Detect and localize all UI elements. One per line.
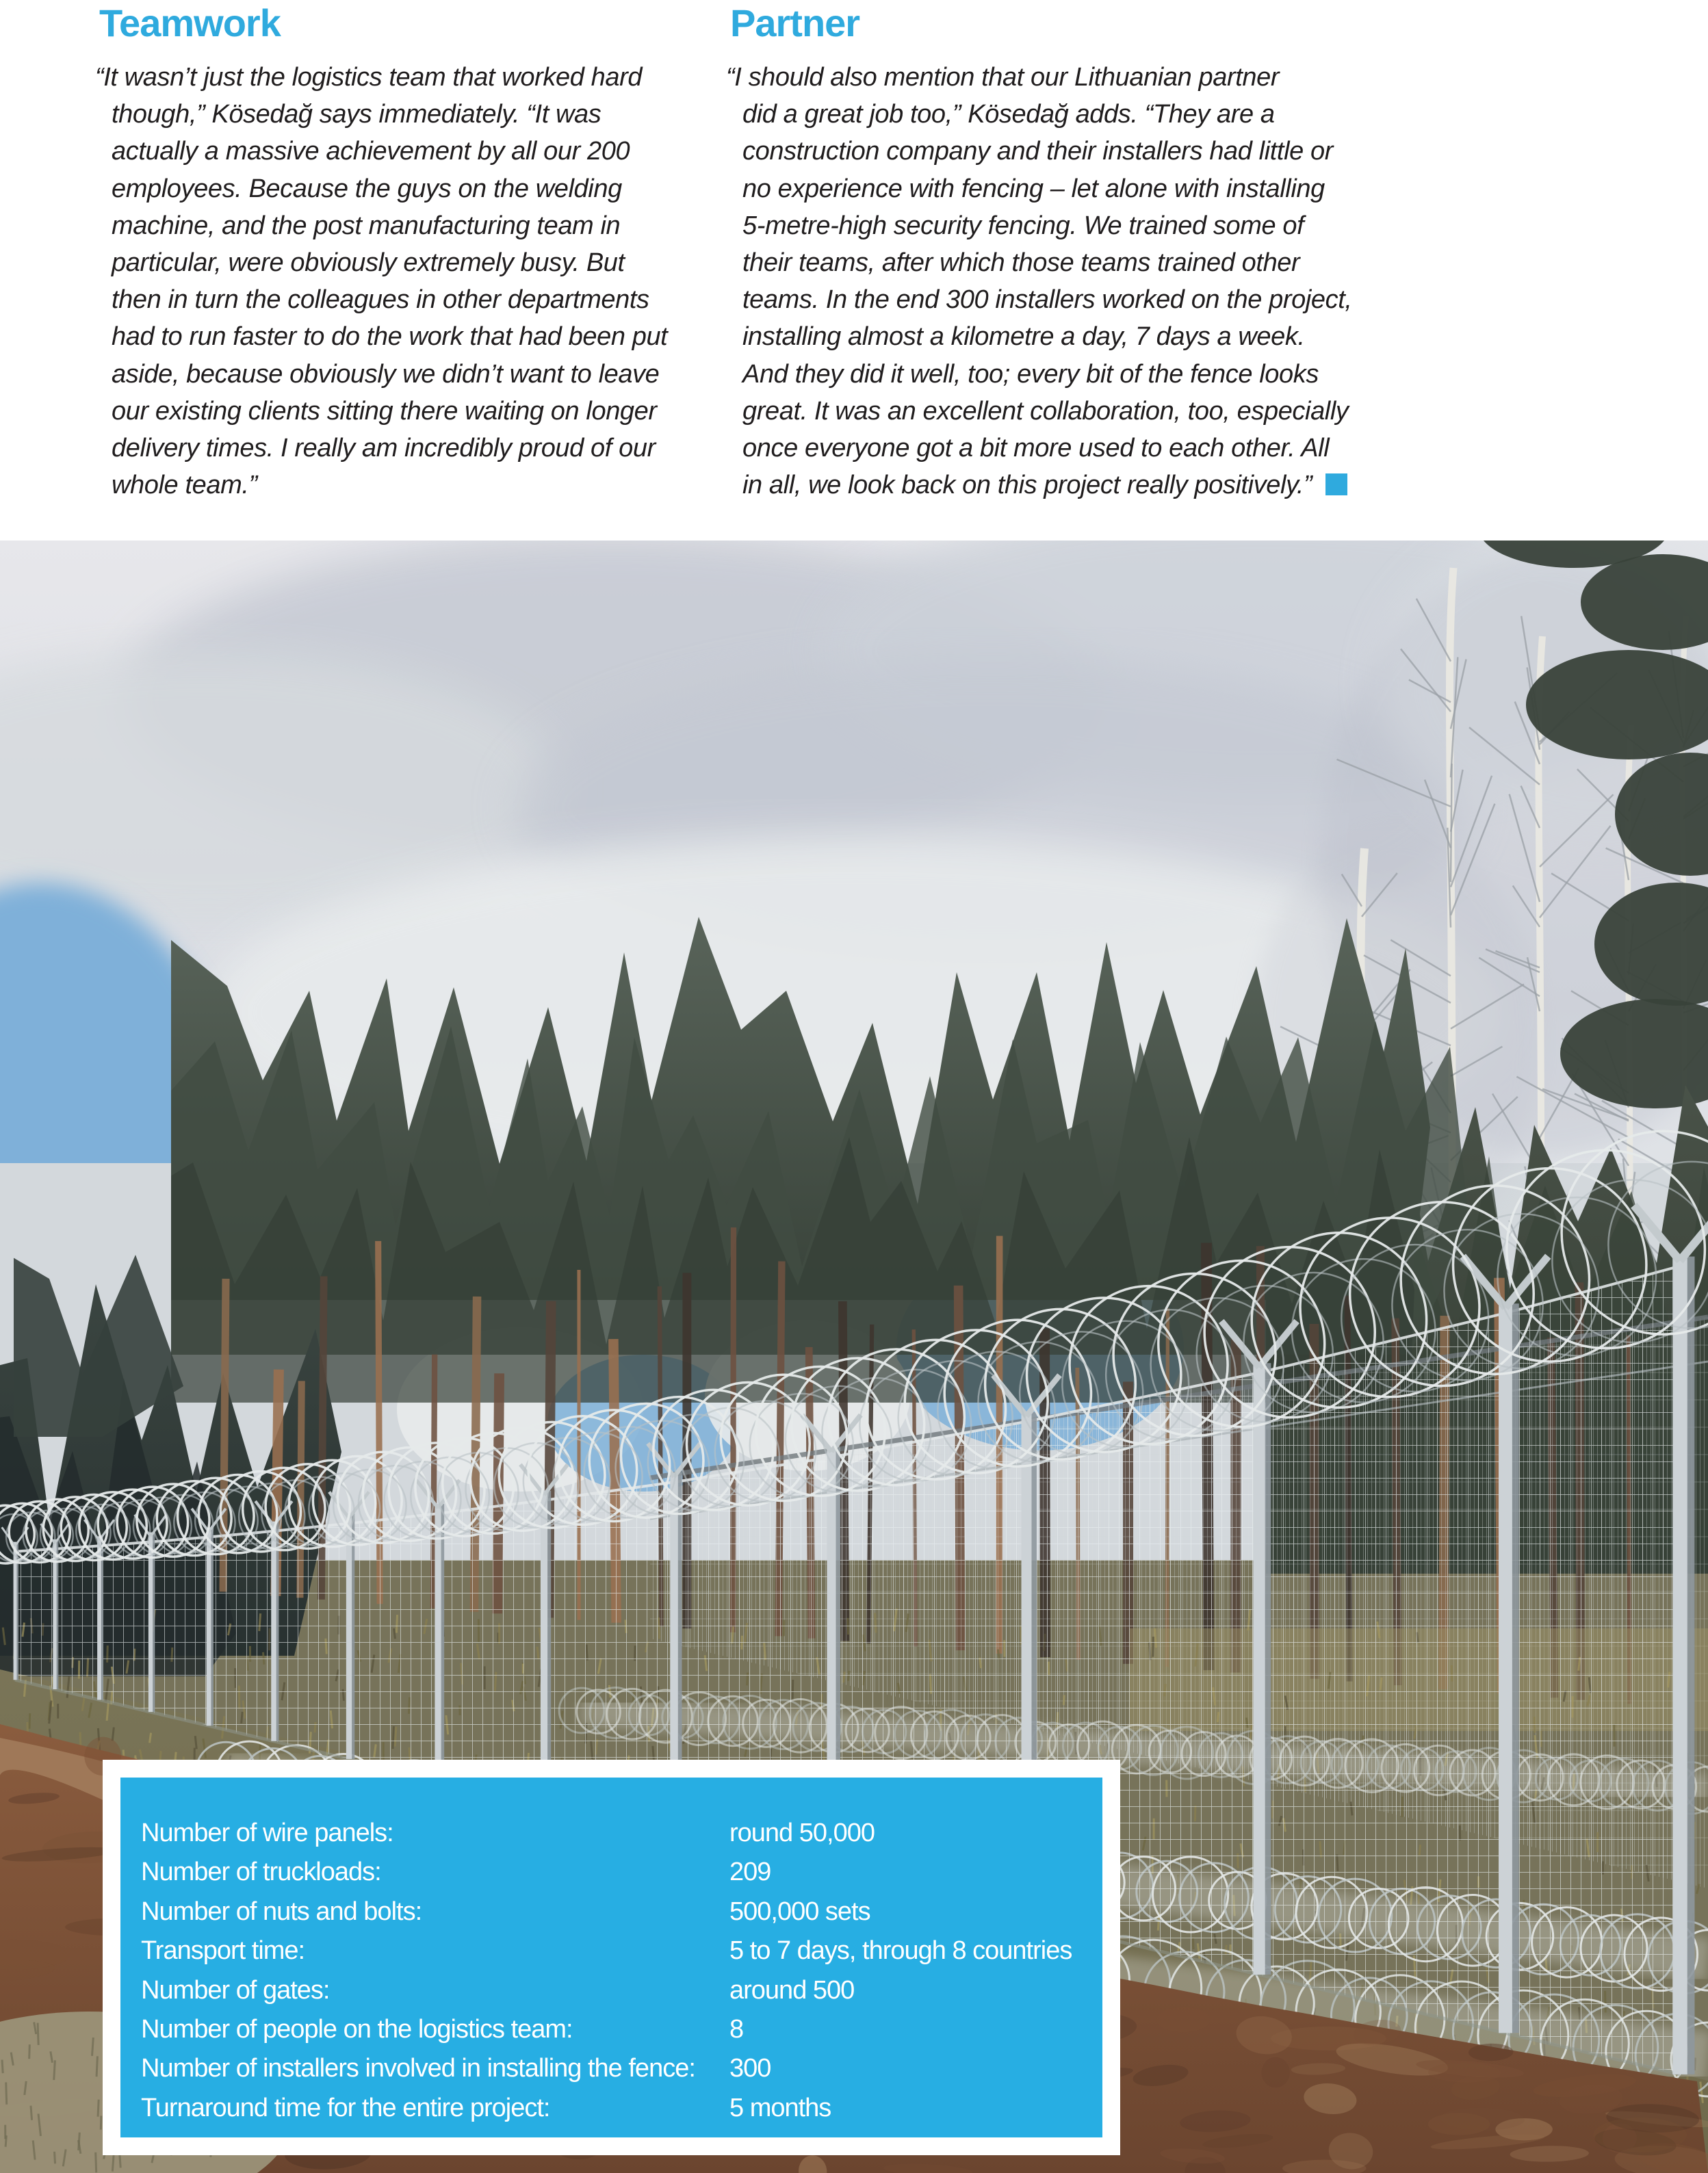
text-line: did a great job too,” Kösedağ adds. “They are a bbox=[742, 100, 1275, 129]
text-line: whole team.” bbox=[112, 471, 257, 500]
stat-row bbox=[120, 2014, 1102, 2053]
stat-row bbox=[120, 1896, 1102, 1935]
article-column-teamwork bbox=[95, 1, 707, 504]
stat-value: 500,000 sets bbox=[729, 1897, 870, 1926]
border-fence-photo bbox=[0, 541, 1708, 2173]
text-line: 5-metre-high security fencing. We trained some of bbox=[742, 211, 1304, 240]
text-line: then in turn the colleagues in other departments bbox=[112, 285, 649, 315]
teamwork-paragraph bbox=[95, 59, 707, 504]
text-line: teams. In the end 300 installers worked on the project, bbox=[742, 285, 1352, 315]
stat-row bbox=[120, 1856, 1102, 1895]
stat-row bbox=[120, 2053, 1102, 2092]
stat-value: 8 bbox=[729, 2014, 744, 2044]
text-line: once everyone got a bit more used to each other. All bbox=[742, 434, 1330, 463]
text-line: particular, were obviously extremely busy. But bbox=[112, 248, 625, 278]
text-line: delivery times. I really am incredibly proud of our bbox=[112, 434, 656, 463]
stat-label: Number of wire panels: bbox=[141, 1819, 393, 1847]
text-line: machine, and the post manufacturing team in bbox=[112, 211, 621, 240]
stat-row bbox=[120, 1817, 1102, 1856]
stat-label: Number of people on the logistics team: bbox=[141, 2014, 573, 2044]
text-line-end: in all, we look back on this project really positively.” bbox=[742, 471, 1312, 500]
stat-label: Turnaround time for the entire project: bbox=[141, 2093, 550, 2122]
text-line: great. It was an excellent collaboration, too, especially bbox=[742, 396, 1349, 426]
text-line: actually a massive achievement by all our 200 bbox=[112, 137, 630, 166]
stat-value: 300 bbox=[729, 2054, 771, 2083]
text-line: And they did it well, too; every bit of the fence looks bbox=[742, 359, 1319, 389]
text-line: “It wasn’t just the logistics team that worked hard bbox=[95, 63, 643, 92]
article-column-partner bbox=[726, 1, 1352, 504]
section-heading-partner: Partner bbox=[730, 1, 860, 44]
section-heading-teamwork: Teamwork bbox=[99, 1, 281, 44]
text-line: though,” Kösedağ says immediately. “It was bbox=[112, 100, 601, 129]
stat-value: round 50,000 bbox=[729, 1819, 875, 1847]
text-line: construction company and their installers had little or bbox=[742, 137, 1334, 166]
text-line bbox=[742, 467, 1345, 504]
stat-row bbox=[120, 2092, 1102, 2131]
stat-value: around 500 bbox=[729, 1975, 855, 2005]
text-line: no experience with fencing – let alone with installing bbox=[742, 174, 1325, 203]
stat-value: 5 months bbox=[729, 2093, 831, 2122]
end-of-article-marker bbox=[1325, 473, 1347, 495]
text-line: their teams, after which those teams trained other bbox=[742, 248, 1300, 278]
stat-label: Transport time: bbox=[141, 1936, 305, 1966]
stat-value: 5 to 7 days, through 8 countries bbox=[729, 1936, 1072, 1966]
stat-value: 209 bbox=[729, 1858, 771, 1887]
text-line: installing almost a kilometre a day, 7 days a week. bbox=[742, 322, 1305, 352]
stat-row bbox=[120, 1975, 1102, 2014]
stat-row bbox=[120, 1935, 1102, 1974]
partner-paragraph bbox=[726, 59, 1352, 504]
text-line: employees. Because the guys on the welding bbox=[112, 174, 622, 203]
text-line: “I should also mention that our Lithuanian partner bbox=[726, 63, 1280, 92]
stat-label: Number of installers involved in installing the fence: bbox=[141, 2054, 695, 2083]
project-stats-panel bbox=[120, 1778, 1102, 2137]
project-stats-box bbox=[103, 1760, 1120, 2155]
stat-label: Number of nuts and bolts: bbox=[141, 1897, 422, 1926]
text-line: our existing clients sitting there waiting on longer bbox=[112, 396, 657, 426]
text-line: aside, because obviously we didn’t want to leave bbox=[112, 359, 660, 389]
stat-label: Number of truckloads: bbox=[141, 1858, 381, 1887]
stat-label: Number of gates: bbox=[141, 1975, 330, 2005]
text-line: had to run faster to do the work that had been put bbox=[112, 322, 668, 352]
